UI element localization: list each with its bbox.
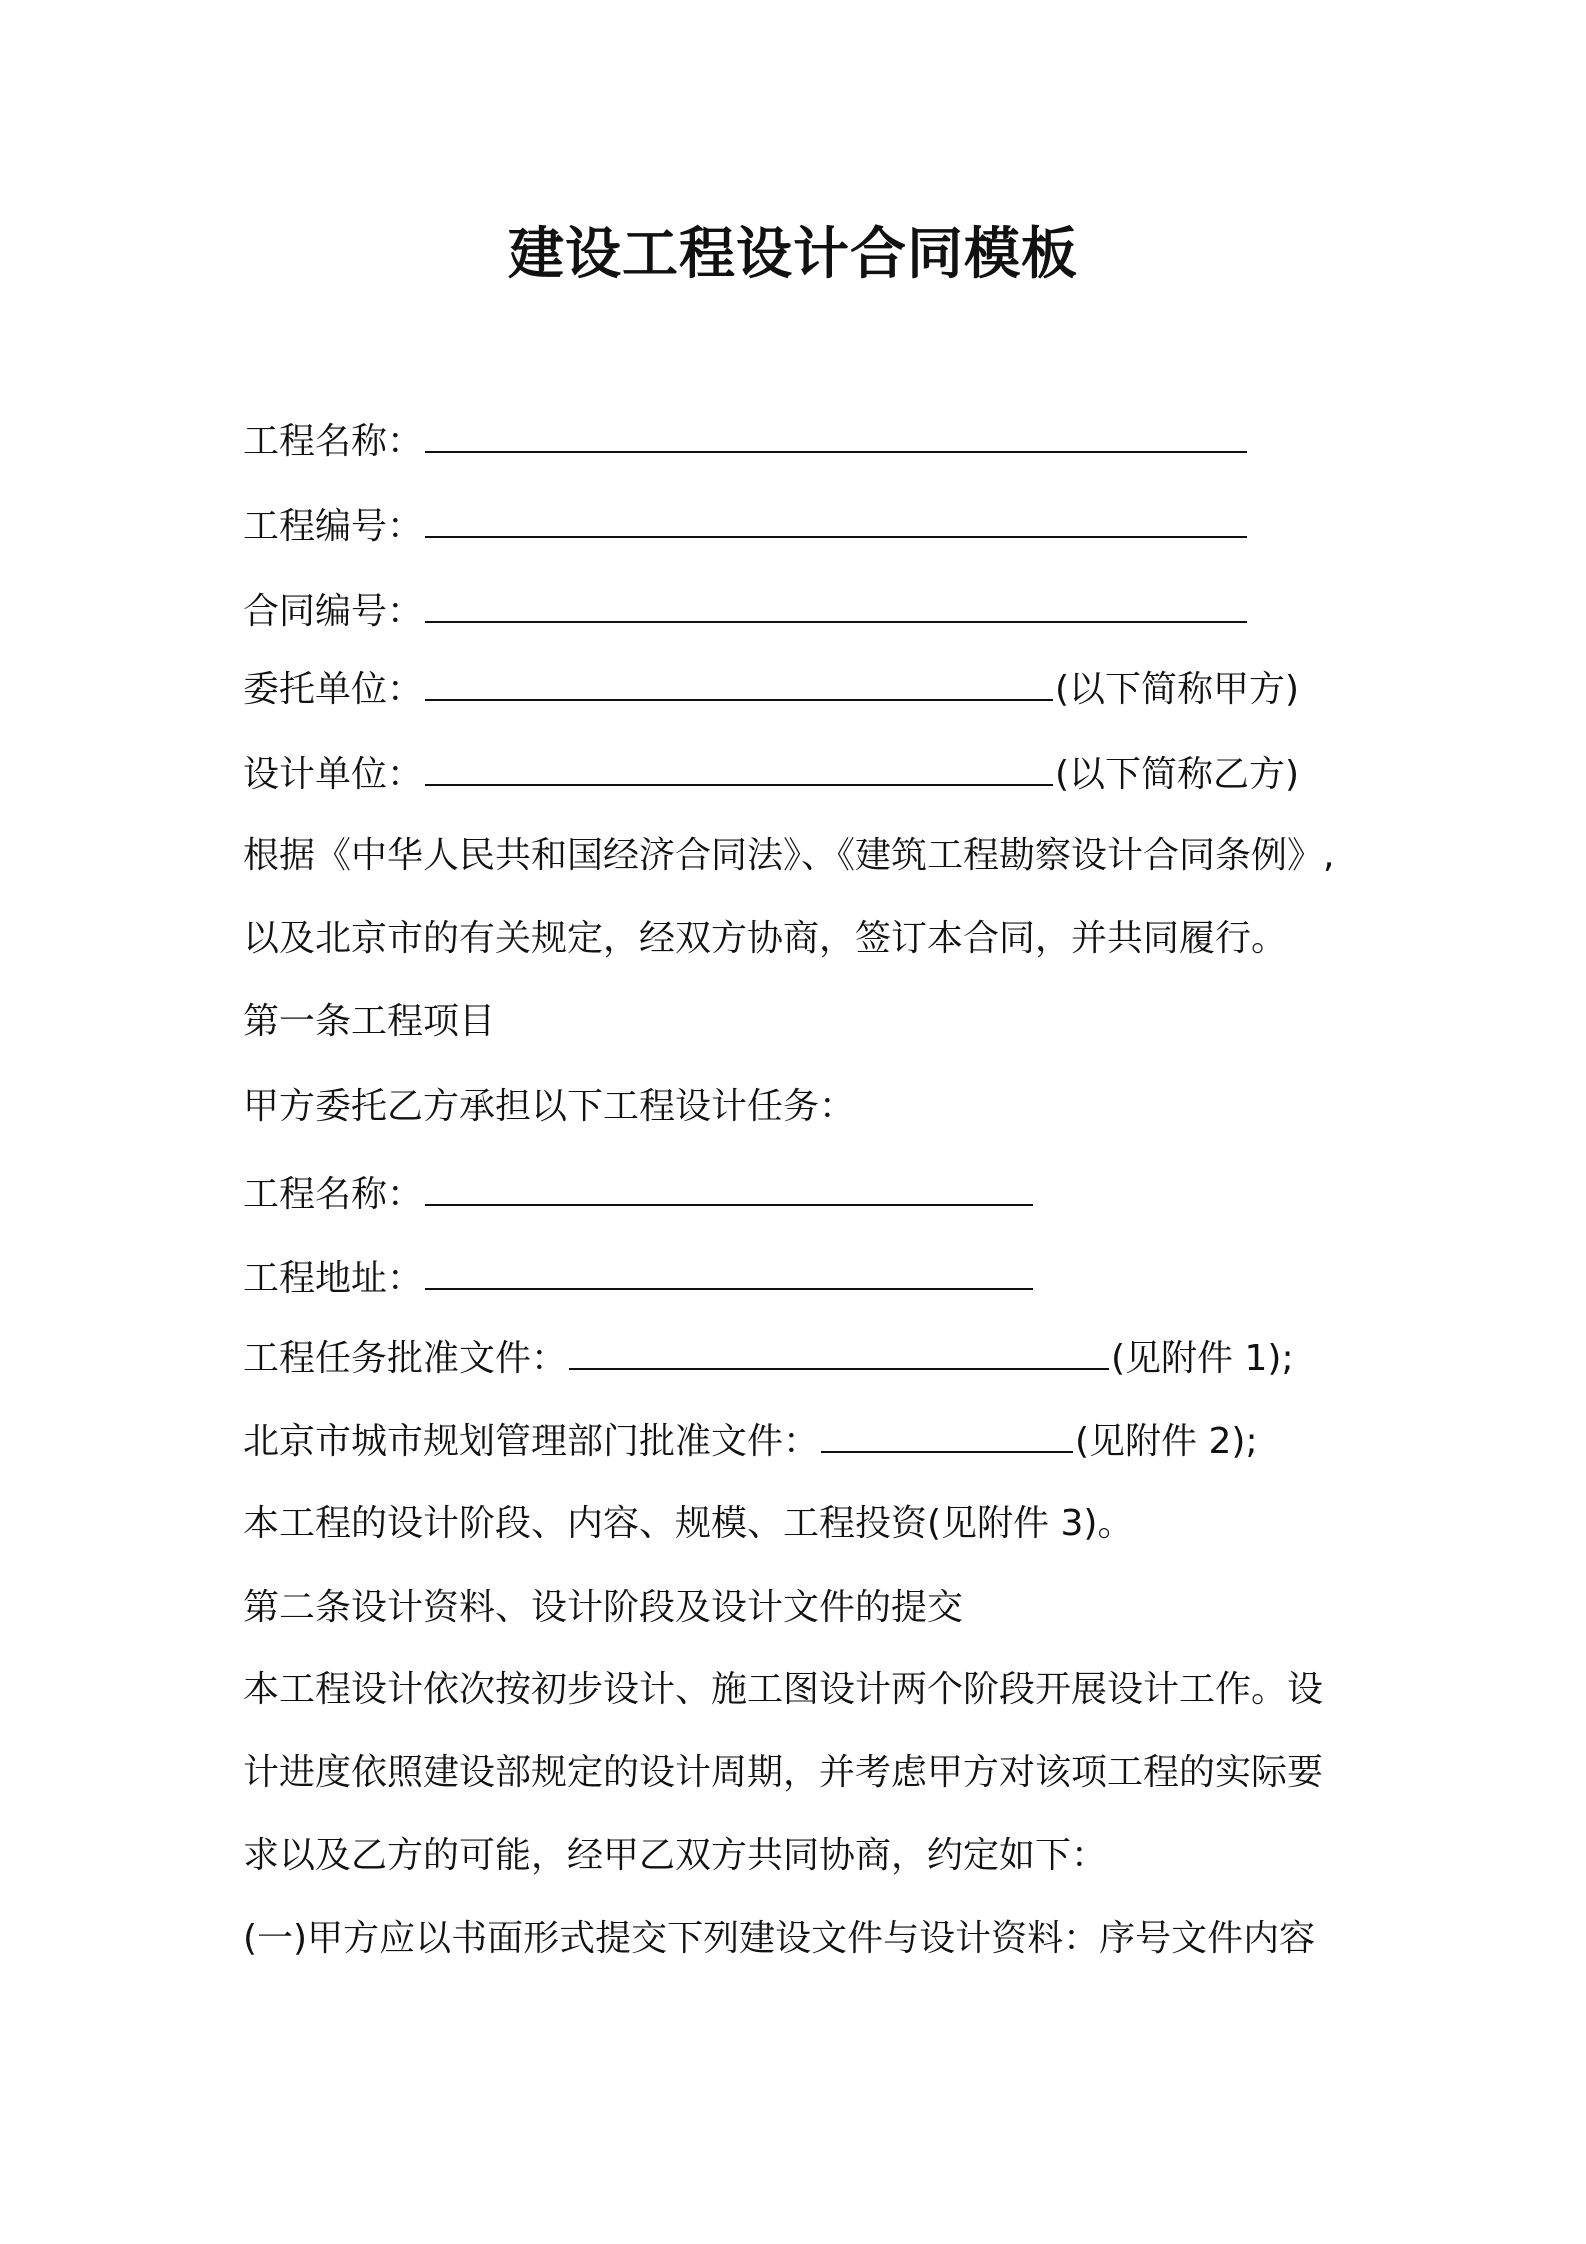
fill-blank[interactable] [569,1334,1109,1370]
fill-blank[interactable] [425,587,1247,623]
fill-blank[interactable] [425,1254,1033,1290]
field-suffix: (见附件 1); [1111,1338,1294,1379]
field-task-project-name [243,1170,1035,1218]
article2-paragraph-line-3: 求以及乙方的可能，经甲乙双方共同协商，约定如下： [243,1835,1108,1876]
field-label: 北京市城市规划管理部门批准文件： [243,1421,820,1462]
field-label: 工程任务批准文件： [243,1338,568,1379]
article1-intro: 甲方委托乙方承担以下工程设计任务： [243,1086,856,1127]
fill-blank[interactable] [425,750,1053,786]
document-title: 建设工程设计合同模板 [508,222,1078,287]
fill-blank[interactable] [821,1417,1073,1453]
field-label: 工程名称： [243,1174,424,1215]
field-planning-approval-doc [243,1417,1258,1465]
field-label: 委托单位： [243,669,424,710]
field-suffix: (以下简称甲方) [1055,669,1300,710]
fill-blank[interactable] [425,417,1247,453]
field-client-unit [243,665,1299,713]
field-label: 工程地址： [243,1258,424,1299]
field-suffix: (见附件 2); [1075,1421,1258,1462]
field-contract-number [243,587,1249,635]
preamble-line-1: 根据《中华人民共和国经济合同法》、《建筑工程勘察设计合同条例》, [243,835,1335,876]
article2-paragraph-line-1: 本工程设计依次按初步设计、施工图设计两个阶段开展设计工作。设 [243,1669,1324,1710]
article2-item-1: (一)甲方应以书面形式提交下列建设文件与设计资料：序号文件内容 [243,1918,1316,1959]
field-project-name [243,417,1249,465]
field-suffix: (以下简称乙方) [1055,754,1300,795]
article1-note: 本工程的设计阶段、内容、规模、工程投资(见附件 3)。 [243,1503,1134,1544]
fill-blank[interactable] [425,502,1247,538]
fill-blank[interactable] [425,1170,1033,1206]
field-label: 设计单位： [243,754,424,795]
fill-blank[interactable] [425,665,1053,701]
field-project-number [243,502,1249,550]
article2-paragraph-line-2: 计进度依照建设部规定的设计周期，并考虑甲方对该项工程的实际要 [243,1752,1324,1793]
article1-heading: 第一条工程项目 [243,1001,496,1042]
field-task-approval-doc [243,1334,1294,1382]
article2-heading: 第二条设计资料、设计阶段及设计文件的提交 [243,1587,964,1628]
field-label: 工程名称： [243,421,424,462]
field-label: 合同编号： [243,591,424,632]
preamble-line-2: 以及北京市的有关规定，经双方协商，签订本合同，并共同履行。 [243,918,1288,959]
field-task-project-address [243,1254,1035,1302]
field-design-unit [243,750,1299,798]
field-label: 工程编号： [243,506,424,547]
